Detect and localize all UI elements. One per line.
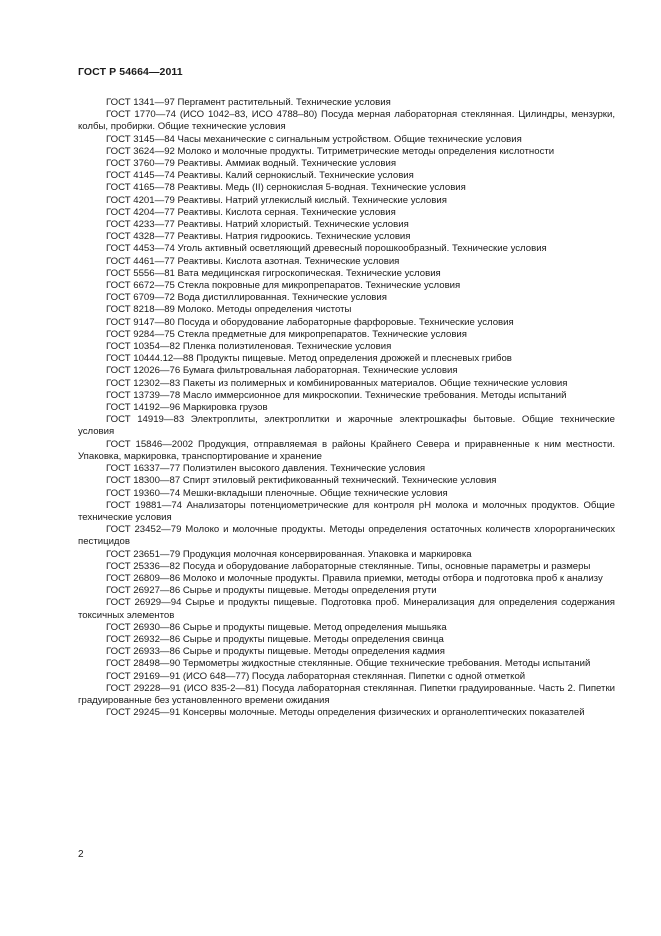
reference-item: ГОСТ 29245—91 Консервы молочные. Методы определения физических и органолептических показателей [106, 707, 585, 719]
reference-item: ГОСТ 26930—86 Сырье и продукты пищевые. Метод определения мышьяка [106, 621, 447, 633]
reference-item: ГОСТ 1341—97 Пергамент растительный. Технические условия [106, 97, 391, 108]
reference-item: ГОСТ 26929—94 Сырье и продукты пищевые. Подготовка проб. Минерализация для определения содержания токсичных элементов [78, 597, 615, 621]
reference-item: ГОСТ 9147—80 Посуда и оборудование лабораторные фарфоровые. Технические условия [106, 316, 514, 328]
reference-item: ГОСТ 10354—82 Пленка полиэтиленовая. Технические условия [106, 341, 392, 353]
reference-item: ГОСТ 15846—2002 Продукция, отправляемая в районы Крайнего Севера и приравненные к ним местности. Упаковка, маркировка, транспортирование и хранение [78, 438, 615, 462]
reference-item: ГОСТ 1770—74 (ИСО 1042–83, ИСО 4788–80) Посуда мерная лабораторная стеклянная. Цилиндры, мензурки, колбы, пробирки. Общие технические условия [78, 109, 615, 133]
reference-item: ГОСТ 4453—74 Уголь активный осветляющий древесный порошкообразный. Технические условия [106, 243, 547, 255]
page-number: 2 [78, 849, 84, 860]
reference-item: ГОСТ 4165—78 Реактивы. Медь (II) сернокислая 5-водная. Технические условия [106, 182, 466, 194]
reference-item: ГОСТ 10444.12—88 Продукты пищевые. Метод определения дрожжей и плесневых грибов [106, 353, 512, 365]
reference-item: ГОСТ 14192—96 Маркировка грузов [106, 402, 268, 414]
reference-item: ГОСТ 8218—89 Молоко. Методы определения чистоты [106, 304, 352, 316]
normative-references-list [78, 97, 615, 719]
reference-item: ГОСТ 26932—86 Сырье и продукты пищевые. Методы определения свинца [106, 633, 444, 645]
reference-item: ГОСТ 3145—84 Часы механические с сигнальным устройством. Общие технические условия [106, 133, 522, 145]
reference-item: ГОСТ 23452—79 Молоко и молочные продукты. Методы определения остаточных количеств хлорорганических пестицидов [78, 524, 615, 548]
reference-item: ГОСТ 28498—90 Термометры жидкостные стеклянные. Общие технические требования. Методы испытаний [106, 658, 591, 670]
reference-item: ГОСТ 3624—92 Молоко и молочные продукты. Титриметрические методы определения кислотности [106, 145, 555, 157]
reference-item: ГОСТ 26933—86 Сырье и продукты пищевые. Методы определения кадмия [106, 646, 445, 658]
reference-item: ГОСТ 25336—82 Посуда и оборудование лабораторные стеклянные. Типы, основные параметры и размеры [106, 560, 591, 572]
reference-item: ГОСТ 4145—74 Реактивы. Калий сернокислый. Технические условия [106, 170, 414, 182]
reference-item: ГОСТ 29169—91 (ИСО 648—77) Посуда лабораторная стеклянная. Пипетки с одной отметкой [106, 670, 526, 682]
reference-item: ГОСТ 14919—83 Электроплиты, электроплитки и жарочные электрошкафы бытовые. Общие технические условия [78, 414, 615, 438]
reference-item: ГОСТ 23651—79 Продукция молочная консервированная. Упаковка и маркировка [106, 548, 472, 560]
reference-item: ГОСТ 4201—79 Реактивы. Натрий углекислый кислый. Технические условия [106, 194, 447, 206]
reference-item: ГОСТ 4461—77 Реактивы. Кислота азотная. Технические условия [106, 255, 400, 267]
reference-item: ГОСТ 19360—74 Мешки-вкладыши пленочные. Общие технические условия [106, 487, 448, 499]
reference-item: ГОСТ 29228—91 (ИСО 835-2—81) Посуда лабораторная стеклянная. Пипетки градуированные. Часть 2. Пипетки градуированные без установленного времени ожидания [78, 682, 615, 706]
reference-item: ГОСТ 18300—87 Спирт этиловый ректификованный технический. Технические условия [106, 475, 497, 487]
document-header: ГОСТ Р 54664—2011 [78, 66, 183, 78]
reference-item: ГОСТ 4233—77 Реактивы. Натрий хлористый. Технические условия [106, 219, 409, 231]
reference-item: ГОСТ 16337—77 Полиэтилен высокого давления. Технические условия [106, 463, 426, 475]
reference-item: ГОСТ 13739—78 Масло иммерсионное для микроскопии. Технические требования. Методы испытаний [106, 389, 567, 401]
reference-item: ГОСТ 4328—77 Реактивы. Натрия гидроокись. Технические условия [106, 231, 411, 243]
reference-item: ГОСТ 9284—75 Стекла предметные для микропрепаратов. Технические условия [106, 328, 467, 340]
reference-item: ГОСТ 26927—86 Сырье и продукты пищевые. Методы определения ртути [106, 585, 437, 597]
reference-item: ГОСТ 5556—81 Вата медицинская гигроскопическая. Технические условия [106, 267, 441, 279]
reference-item: ГОСТ 12302—83 Пакеты из полимерных и комбинированных материалов. Общие технические условия [106, 377, 568, 389]
reference-item: ГОСТ 19881—74 Анализаторы потенциометрические для контроля pH молока и молочных продуктов. Общие технические условия [78, 499, 615, 523]
reference-item: ГОСТ 12026—76 Бумага фильтровальная лабораторная. Технические условия [106, 365, 458, 377]
reference-item: ГОСТ 26809—86 Молоко и молочные продукты. Правила приемки, методы отбора и подготовка проб к анализу [106, 572, 603, 584]
reference-item: ГОСТ 6709—72 Вода дистиллированная. Технические условия [106, 292, 387, 304]
reference-item: ГОСТ 4204—77 Реактивы. Кислота серная. Технические условия [106, 206, 396, 218]
reference-item: ГОСТ 6672—75 Стекла покровные для микропрепаратов. Технические условия [106, 280, 461, 292]
reference-item: ГОСТ 3760—79 Реактивы. Аммиак водный. Технические условия [106, 158, 397, 170]
